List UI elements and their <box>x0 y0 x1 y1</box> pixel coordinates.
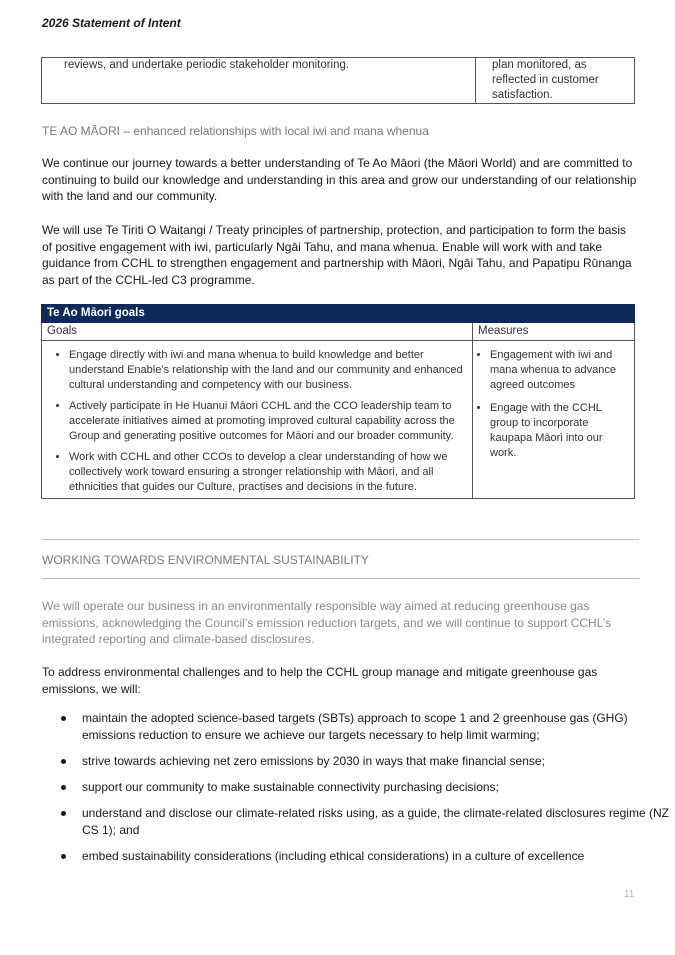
goal-item: • Work with CCHL and other CCOs to develop a clear understanding of how we collectively work toward ensuring a stronger relationship with Māori, and all ethnicities that guides our Culture, practises and decisions in the future. <box>69 450 467 495</box>
table-row <box>42 341 635 499</box>
document-header-title: 2026 Statement of Intent <box>42 16 181 30</box>
te-ao-paragraph-1: We continue our journey towards a better understanding of Te Ao Māori (the Māori World) and are committed to continuing to build our knowledge and understanding in this area and grow our understanding of our relationship with the land and our community. <box>42 156 637 204</box>
carryover-right-cell: plan monitored, as reflected in customer satisfaction. <box>476 58 635 104</box>
table-header-row <box>42 323 635 341</box>
table-row <box>42 58 635 104</box>
te-ao-maori-goals-table <box>41 304 635 499</box>
list-item: understand and disclose our climate-related risks using, as a guide, the climate-related disclosures regime (NZ CS 1); and <box>82 805 675 839</box>
environment-intro-paragraph: We will operate our business in an environmentally responsible way aimed at reducing greenhouse gas emissions, acknowledging the Council’s emission reduction targets, and we will continue to support CCHL’s integrated reporting and climate-based disclosures. <box>42 599 612 647</box>
goal-item: • Actively participate in He Huanui Māori CCHL and the CCO leadership team to accelerate initiatives aimed at promoting improved cultural capability across the Group and generating positive outcomes for Māori and our broader community. <box>69 399 467 444</box>
measures-cell <box>473 341 635 499</box>
table-banner-row <box>42 305 635 323</box>
carryover-left-cell: reviews, and undertake periodic stakeholder monitoring. <box>42 58 476 104</box>
section-divider-bottom <box>42 578 639 579</box>
section-divider-top <box>42 539 639 540</box>
list-item: embed sustainability considerations (including ethical considerations) in a culture of excellence <box>82 848 675 865</box>
page-number: 11 <box>624 889 635 900</box>
list-item: support our community to make sustainable connectivity purchasing decisions; <box>82 779 675 796</box>
carryover-table <box>41 57 635 104</box>
goals-column-header: Goals <box>42 323 473 341</box>
measures-list <box>474 342 633 471</box>
measure-item: • Engage with the CCHL group to incorporate kaupapa Māori into our work. <box>490 401 629 461</box>
environment-commitments-list <box>42 710 675 874</box>
environment-lead-paragraph: To address environmental challenges and to help the CCHL group manage and mitigate greenhouse gas emissions, we will: <box>42 665 598 696</box>
environment-heading: WORKING TOWARDS ENVIRONMENTAL SUSTAINABILITY <box>42 553 369 567</box>
goals-cell <box>42 341 473 499</box>
measures-column-header: Measures <box>473 323 635 341</box>
te-ao-paragraph-2: We will use Te Tiriti O Waitangi / Treaty principles of partnership, protection, and participation to form the basis of positive engagement with iwi, particularly Ngāi Tahu, and mana whenua. Enable will work with and take guidance from CCHL to strengthen engagement and partnership with Māori, Ngāi Tahu, and Papatipu Rūnanga as part of the CCHL-led C3 programme. <box>42 223 632 287</box>
te-ao-maori-heading: TE AO MĀORI – enhanced relationships with local iwi and mana whenua <box>42 124 429 138</box>
measure-item: • Engagement with iwi and mana whenua to advance agreed outcomes <box>490 348 629 393</box>
goal-item: • Engage directly with iwi and mana whenua to build knowledge and better understand Enable’s relationship with the land and our community and enhanced cultural understanding and competency with our business. <box>69 348 467 393</box>
list-item: strive towards achieving net zero emissions by 2030 in ways that make financial sense; <box>82 753 675 770</box>
list-item: maintain the adopted science-based targets (SBTs) approach to scope 1 and 2 greenhouse gas (GHG) emissions reduction to ensure we achieve our targets necessary to help limit warming; <box>82 710 675 744</box>
goals-list <box>43 342 471 497</box>
goals-table-banner: Te Ao Māori goals <box>42 305 635 323</box>
